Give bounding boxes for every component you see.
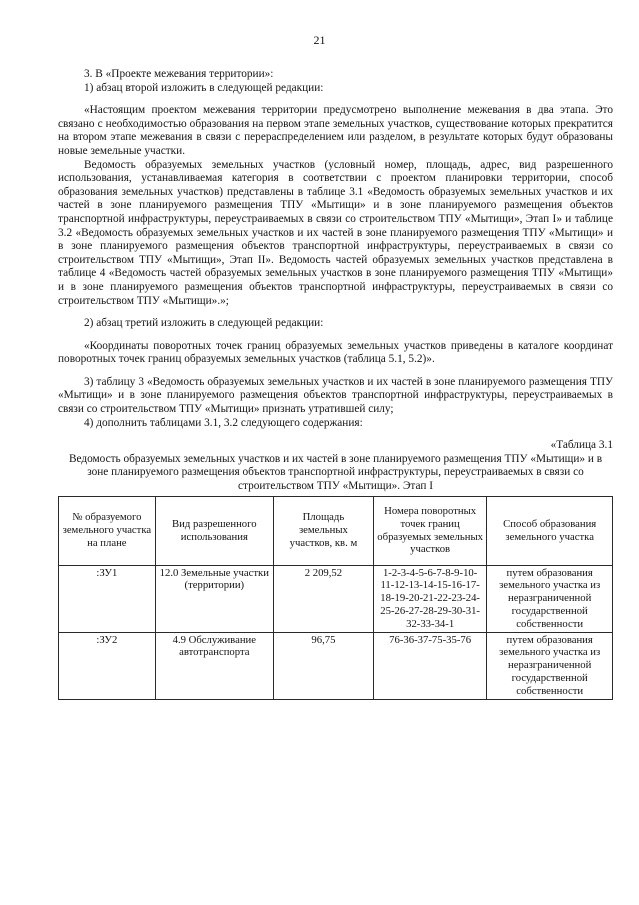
- paragraph-statement-list: Ведомость образуемых земельных участков (условный номер, площадь, адрес, вид разрешенного использования, устанавливаемая категория в соответствии с проектом планировки территории, способ образования земельных участков) представлены в таблице 3.1 «Ведомость образуемых земельных участков и их частей в зоне планируемого размещения ТПУ «Мытищи» и в зоне планируемого размещения объектов транспортной инфраструктуры, переустраиваемых в связи со строительством ТПУ «Мытищи», Этап I» и таблице 3.2 «Ведомость образуемых земельных участков и их частей в зоне планируемого размещения ТПУ «Мытищи» и в зоне планируемого размещения объектов транспортной инфраструктуры, переустраиваемых в связи со строительством ТПУ «Мытищи», Этап II». Ведомость частей образуемых земельных участков представлена в таблице 4 «Ведомость частей образуемых земельных участков в зоне планируемого размещения ТПУ «Мытищи» и в зоне планируемого размещения объектов транспортной инфраструктуры, переустраиваемых в связи со строительством ТПУ «Мытищи».»;: [58, 158, 613, 307]
- paragraph-item-3: 3) таблицу 3 «Ведомость образуемых земельных участков и их частей в зоне планируемого размещения ТПУ «Мытищи» и в зоне планируемого размещения объектов транспортной инфраструктуры, переустраиваемых в связи со строительством ТПУ «Мытищи» признать утратившей силу;: [58, 375, 613, 416]
- cell-permitted-use: 4.9 Обслуживание автотранспорта: [155, 632, 273, 699]
- cell-plot-number: :ЗУ2: [59, 632, 156, 699]
- table-caption: Ведомость образуемых земельных участков и их частей в зоне планируемого размещения ТПУ «Мытищи» и в зоне планируемого размещения объектов транспортной инфраструктуры, переустраиваемых в связи со строительством ТПУ «Мытищи». Этап I: [68, 452, 603, 493]
- cell-turning-points: 1-2-3-4-5-6-7-8-9-10-11-12-13-14-15-16-17-18-19-20-21-22-23-24-25-26-27-28-29-30-31-32-33-34-1: [373, 565, 486, 632]
- document-body: [58, 68, 613, 700]
- header-plot-number: № образуемого земельного участка на плане: [59, 496, 156, 565]
- cell-plot-number: :ЗУ1: [59, 565, 156, 632]
- land-plots-table: [58, 496, 613, 700]
- header-turning-points: Номера поворотных точек границ образуемых земельных участков: [373, 496, 486, 565]
- table-row: [59, 565, 613, 632]
- cell-area: 2 209,52: [273, 565, 373, 632]
- cell-formation-method: путем образования земельного участка из неразграниченной государственной собственности: [487, 565, 613, 632]
- paragraph-item-4: 4) дополнить таблицами 3.1, 3.2 следующего содержания:: [84, 416, 363, 429]
- paragraph-item-1: 1) абзац второй изложить в следующей редакции:: [84, 81, 324, 94]
- cell-permitted-use: 12.0 Земельные участки (территории): [155, 565, 273, 632]
- table-row: [59, 632, 613, 699]
- paragraph-quote-intro: «Настоящим проектом межевания территории предусмотрено выполнение межевания в два этапа. Это связано с необходимостью образования на первом этапе земельных участков, существование которых прекратится на втором этапе межевания в связи с перераспределением или разделом, в результате которых будут образованы новые земельные участки.: [58, 104, 613, 157]
- header-formation-method: Способ образования земельного участка: [487, 496, 613, 565]
- cell-area: 96,75: [273, 632, 373, 699]
- header-permitted-use: Вид разрешенного использования: [155, 496, 273, 565]
- cell-turning-points: 76-36-37-75-35-76: [373, 632, 486, 699]
- page-number: 21: [313, 33, 326, 47]
- paragraph-item-2: 2) абзац третий изложить в следующей редакции:: [84, 317, 324, 330]
- paragraph-section-3: 3. В «Проекте межевания территории»:: [84, 68, 274, 80]
- table-label: «Таблица 3.1: [550, 439, 613, 452]
- table-header-row: [59, 496, 613, 565]
- cell-formation-method: путем образования земельного участка из неразграниченной государственной собственности: [487, 632, 613, 699]
- paragraph-coordinates: «Координаты поворотных точек границ образуемых земельных участков приведены в каталоге координат поворотных точек границ образуемых земельных участков (таблица 5.1, 5.2)».: [58, 339, 613, 366]
- header-area: Площадь земельных участков, кв. м: [273, 496, 373, 565]
